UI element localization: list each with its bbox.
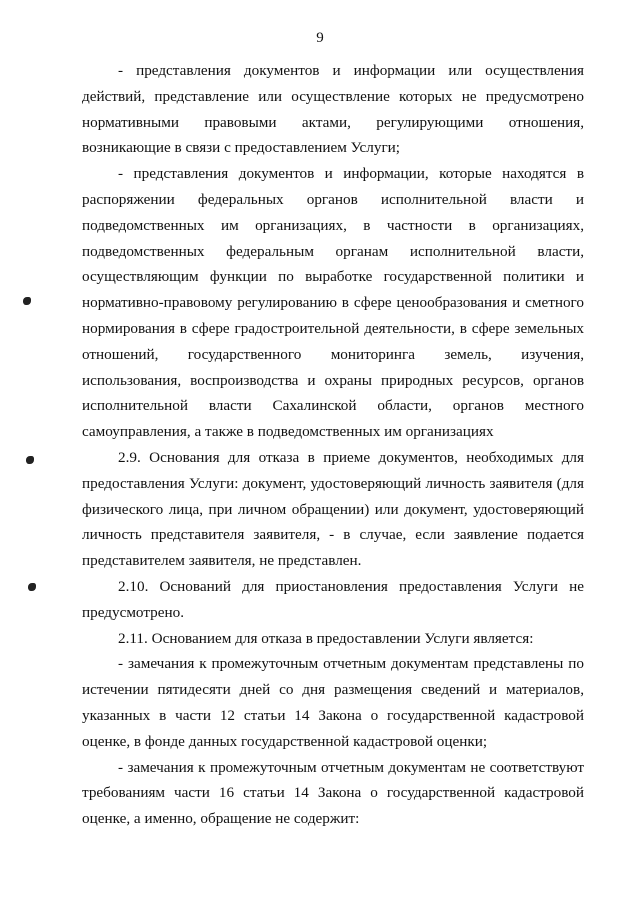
paragraph-remarks-deadline: - замечания к промежуточным отчетным документам представлены по истечении пятидесяти дней со дня размещения сведений и материалов, указанных в части 12 статьи 14 Закона о государственной кадастровой оценке, в фонде данных государственной кадастровой оценки;: [82, 655, 584, 750]
scan-mark-3: [28, 583, 36, 591]
paragraph-remarks-requirements: - замечания к промежуточным отчетным документам не соответствуют требованиям части 16 статьи 14 Закона о государственной кадастровой оценке, а именно, обращение не содержит:: [82, 758, 584, 828]
document-body: [82, 58, 584, 832]
paragraph-1: - представления документов и информации или осуществления действий, представление или осуществление которых не предусмотрено нормативными правовыми актами, регулирующими отношения, возникающие в связи с предоставлением Услуги;: [82, 62, 584, 157]
paragraph-2-9: 2.9. Основания для отказа в приеме документов, необходимых для предоставления Услуги: документ, удостоверяющий личность заявителя (для физического лица, при личном обращении) или документ, удостоверяющий личность представителя заявителя, - в случае, если заявление подается представителем заявителя, не представлен.: [82, 448, 584, 570]
paragraph-2-10: 2.10. Оснований для приостановления предоставления Услуги не предусмотрено.: [82, 577, 584, 621]
paragraph-2: - представления документов и информации, которые находятся в распоряжении федеральных органов исполнительной власти и подведомственных им организациях, в частности в организациях, подведомственных федеральным органам исполнительной власти, осуществляющим функции по выработке государственной политики и нормативно-правовому регулированию в сфере ценообразования и сметного нормирования в сфере градостроительной деятельности, в сфере земельных отношений, государственного мониторинга земель, изучения, использования, воспроизводства и охраны природных ресурсов, органов исполнительной власти Сахалинской области, органов местного самоуправления, а также в подведомственных им организациях: [82, 165, 584, 441]
scan-mark-2: [26, 456, 34, 464]
page-number: 9: [316, 30, 324, 46]
scan-mark-1: [23, 297, 31, 305]
paragraph-2-11: 2.11. Основанием для отказа в предоставлении Услуги является:: [118, 629, 534, 647]
